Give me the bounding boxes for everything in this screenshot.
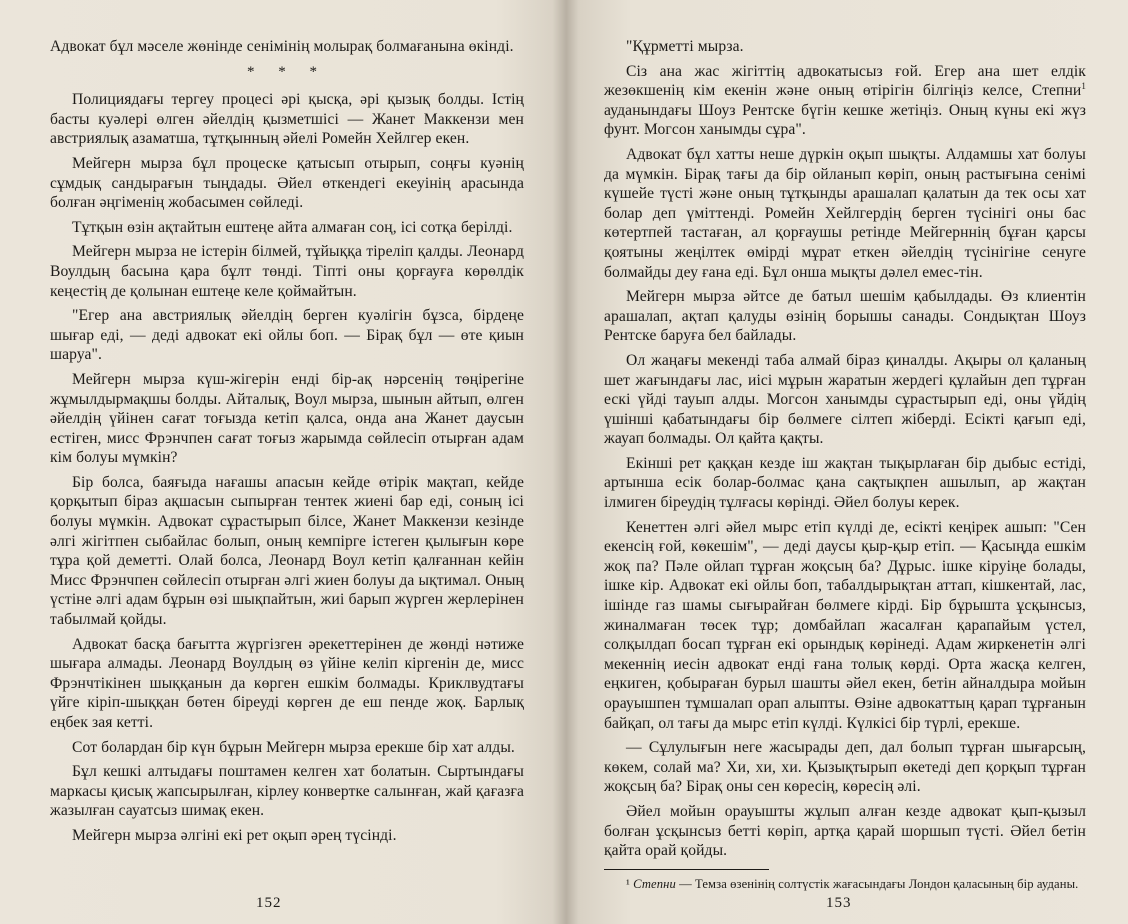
paragraph: Ол жаңағы мекенді таба алмай біраз қиналды. Ақыры ол қаланың шет жағындағы лас, иісі мұрын жаратын жердегі құлайын деп тұрған ескі үйді тауып алды. Могсон ханымды сұрастырып еді, оны үйдің үшінші қабатындағы бір бөлмеге сілтеп жіберді. Есікті қағып еді, жауап болмады. Ол қайта қақты. — [604, 351, 1086, 448]
footnote-term: Степни — [633, 876, 676, 891]
paragraph: Бұл кешкі алтыдағы поштамен келген хат болатын. Сыртындағы маркасы қисық жапсырылған, кірлеу конвертке салынған, жай қағазға жазылған сауатсыз шимақ екен. — [50, 763, 524, 820]
paragraph-text: ауданындағы Шоуз Рентске бүгін кешке жетіңіз. Оның күны екі жүз фунт. Могсон ханымды сұра". — [604, 101, 1086, 139]
paragraph: Адвокат бұл мәселе жөнінде сенімінің молырақ болмағанына өкінді. — [50, 38, 514, 55]
paragraph: Екінші рет қаққан кезде іш жақтан тықырлаған бір дыбыс естіді, артынша есік болар-болмас қана сақтықпен ашылып, ар жақтан ілмиген біреудің тұлғасы көрінді. Әйел болуы керек. — [604, 454, 1086, 512]
paragraph: Сот болардан бір күн бұрын Мейгерн мырза ерекше бір хат алды. — [72, 738, 515, 756]
footnote-marker: 1 — [1081, 81, 1086, 91]
left-page — [0, 0, 540, 924]
paragraph: Тұтқын өзін ақтайтын ештеңе айта алмаған соң, ісі сотқа берілді. — [72, 218, 513, 236]
paragraph: Мейгерн мырза әлгіні екі рет оқып әрең түсінді. — [72, 826, 397, 844]
paragraph: — Сұлулығын неге жасырады деп, дал болып тұрған шығарсың, көкем, солай ма? Хи, хи, хи. Қызықтырып өкетеді деп қорқып тұрған жоқсың ба? Бірақ оны сен көресің, көресің әлі. — [604, 739, 1086, 796]
paragraph: Мейгерн мырза күш-жігерін енді бір-ақ нәрсенің төңірегіне жұмылдырмақшы болды. Айталық, Воул мырза, шынын айтып, өлген әйелдің үйінен сағат тоғызда кетіп қалса, онда ана Жанет даусын естіген, мисс Фрэнчпен сағат тоғыз жарымда сөйлесіп отырған адам кім болуы мүмкін? — [50, 370, 524, 467]
paragraph: Полициядағы тергеу процесі әрі қысқа, әрі қызық болды. Істің басты куәлері өлген әйелдің қызметшісі — Жанет Маккензи мен австриялық азаматша, тұтқынның әйелі Ромейн Хейлгер екен. — [50, 91, 524, 148]
section-separator: * * * — [247, 63, 327, 80]
paragraph: Мейгерн мырза әйтсе де батыл шешім қабылдады. Өз клиентін арашалап, ақтап қалуды өзінің борышы санады. Сондықтан Шоуз Рентске баруға бел байлады. — [604, 288, 1086, 345]
page-number: 153 — [826, 895, 852, 911]
footnote — [604, 876, 1086, 893]
right-page — [564, 0, 1128, 924]
right-page-text — [604, 37, 1086, 898]
footnote-marker: ¹ — [626, 876, 630, 891]
paragraph: "Құрметті мырза. — [626, 38, 744, 55]
left-page-text — [50, 37, 524, 851]
footnote-text: — Темза өзенінің солтүстік жағасындағы Лондон қаласының бір ауданы. — [675, 876, 1079, 891]
paragraph: Мейгерн мырза не істерін білмей, тұйыққа тіреліп қалды. Леонард Воулдың басына қара бұлт төнді. Тіпті оны қорғауға көрөлдік кеңестің де қолынан ештеңе келе қоймайтын. — [50, 243, 524, 300]
paragraph-text: Сіз ана жас жігіттің адвокатысыз ғой. Егер ана шет елдік жезөкшенің кім екенін және оның өтірігін білгіңіз келсе, Степни — [604, 62, 1086, 100]
paragraph: Кенеттен әлгі әйел мырс етіп күлді де, есікті кеңірек ашып: "Сен екенсің ғой, көкешім", — деді даусы қыр-қыр етіп. — Қасыңда ешкім жоқ па? Пәле ойлап тұрған жоқсың ба? Дұрыс. ішке кіруіңе болады, ішке кір. Адвокат екі ойлы боп, табалдырықтан аттап, кішкентай, лас, ішінде газ шамы сығырайған бөлмеге кірді. Бір бұрышта ұсқынсыз, жиналмаған төсек тұр; домбайлап жасалған қарапайым үстел, солқылдап босап тұрған екі орындық көрінеді. Адам жиркенетін әлгі мекеннің иесін адвокат енді ғана толық көрді. Орта жасқа келген, еңкиген, қобыраған бурыл шашты әйел екен, бетін айналдыра мойын орауышпен тұмшалап орап алыпты. Өзіне адвокаттың қарап тұрғанын байқап, ол тағы да мырс етіп күлді. Күлкісі бір түрлі, ерекше. — [604, 518, 1086, 732]
paragraph: Адвокат басқа бағытта жүргізген әрекеттерінен де жөнді нәтиже шығара алмады. Леонард Воулдың өз үйіне келіп кіргенін де, мисс Фрэнчтікінен шыққанын да көрген ешкім болмады. Криклвудтағы үйге кіріп-шыққан бөтен біреуді көрген де еш пенде жоқ. Барлық еңбек зая кетті. — [50, 635, 524, 731]
paragraph — [604, 62, 1086, 140]
paragraph: Әйел мойын орауышты жұлып алған кезде адвокат қып-қызыл болған ұсқынсыз бетті көріп, артқа қарай шоршып түсті. Әйел бетін қайта орай қойды. — [604, 802, 1086, 860]
page-number: 152 — [256, 895, 282, 911]
paragraph: Адвокат бұл хатты неше дүркін оқып шықты. Алдамшы хат болуы да мүмкін. Бірақ тағы да бір ойланып көріп, оның растығына сенімі күшейе түсті және оның тұтқынды арашалап қалатын да тек осы хат болар деп үміттенді. Ромейн Хейлгердің берген түсінігі оны бас көтертпей тастаған, ал қорғаушы ретінде Мейгерннің бұған қарсы қоятыны жеңілтек өмірді мұрат еткен әйелдің түсінігіне сенуге болмайды деу ғана еді. Бұл онша мықты дәлел емес-тін. — [604, 145, 1086, 281]
paragraph: "Егер ана австриялық әйелдің берген куәлігін бұзса, бірдеңе шығар еді, — деді адвокат екі ойлы боп. — Бірақ бұл — өте қиын шаруа". — [50, 307, 524, 364]
paragraph: Мейгерн мырза бұл процеске қатысып отырып, соңғы куәнің сұмдық сандырағын тыңдады. Әйел өткендегі екеуінің арасында болған әңгіменің жобасымен сөйледі. — [50, 154, 524, 212]
paragraph: Бір болса, баяғыда нағашы апасын кейде өтірік мақтап, кейде қорқытып біраз ақшасын сыпырған тентек жиені бар еді, соның ісі болуы мүмкін. Адвокат сұрастырып білсе, Жанет Маккензи кезінде әлгі жігітпен сыбайлас болып, оның кемпірге істеген қылығын көре тұра қой деметті. Олай болса, Леонард Воул кетіп қалғаннан кейін Мисс Фрэнчпен сөйлесіп отырған әлгі жиен болуы да ықтимал. Оның үстіне әлгі адам бұрын өзі шықпайтын, жиі барып жүрген жерлерінен табылмай қойды. — [50, 473, 524, 629]
footnote-divider — [604, 869, 769, 870]
